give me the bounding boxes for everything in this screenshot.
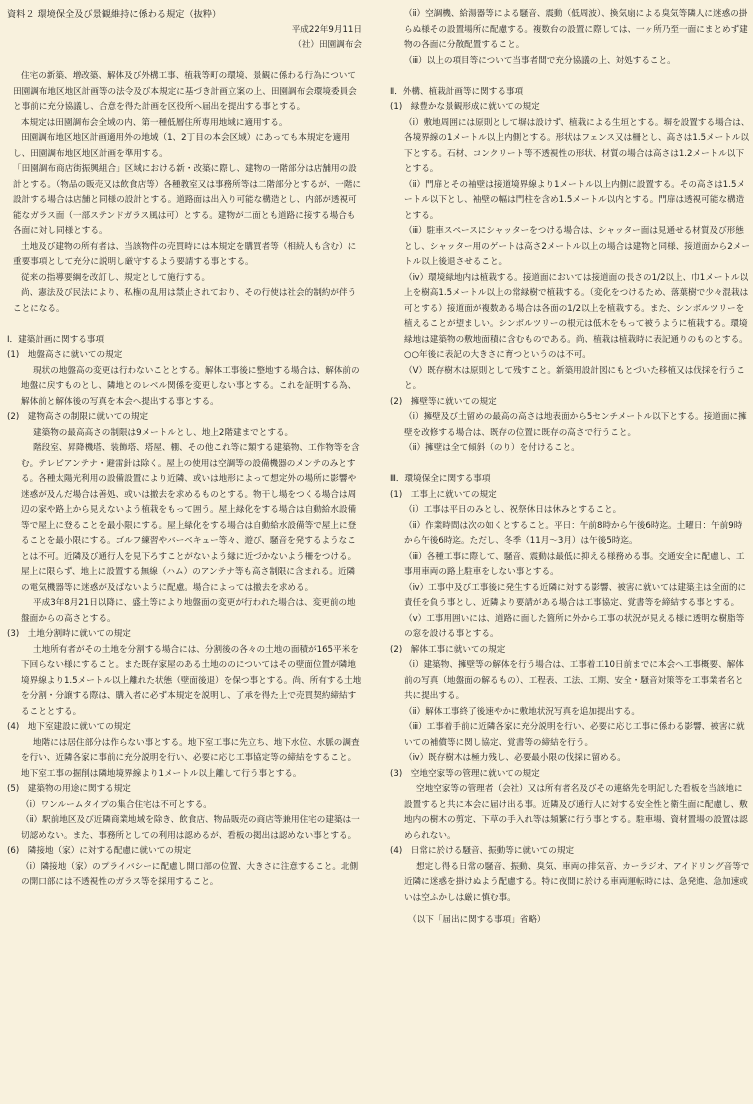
item-paragraph: 階段室、昇降機塔、装飾塔、塔屋、棚、その他これ等に類する建築物、工作物等を含む。テレビアンテナ・避雷針は除く。屋上の使用は空調等の設備機器のメンテのみとする。各種太陽光利用の設備設置により近隣、或いは地形によって想定外の場所に影響や迷惑が及んだ場合は善処、或いは撤去を求めるものとする。物干し場をつくる場合は周辺の家や路上から見えないよう植栽をもって囲う。屋上緑化をする場合は自動給水設備等で屋上に登ることを最小限にする。屋上緑化をする場合は自動給水設備等で屋上に登ることを最小限にする。ゴルフ練習やバーベキュー等々、遊び、騒音を発するようなことは不可。近隣及び通行人を見下ろすことがないよう縁に近づかないよう柵をつける。屋上に限らず、地上に設置する無線（ハム）のアンテナ等も高さ制限に含まれる。近隣の電気機器等に迷惑が及ばないように配慮。場合によっては撤去を求める。 (21, 443, 360, 593)
sub-item: （ⅳ）既存樹木は極力残し、必要最小限の伐採に留める。 (404, 753, 626, 763)
section-heading: Ⅱ．外構、植栽計画等に関する事項 (390, 86, 524, 97)
item-paragraph: 想定し得る日常の騒音、振動、臭気、車両の排気音、カーラジオ、アイドリング音等で近隣に迷惑を掛けぬよう配慮する。特に夜間に於ける車両運転時には、急発進、急加速或いは空ふかしは厳に慎む事。 (404, 861, 750, 903)
sub-item: （ⅳ）工事中及び工事後に発生する近隣に対する影響、被害に就いては建築主は全面的に責任を負う事とし、近隣より要請がある場合は工事協定、覚書等を締結する事とする。 (404, 582, 747, 608)
item-heading: (2) 擁壁等に就いての規定 (390, 396, 497, 407)
intro-paragraph: 尚、憲法及び民法により、私権の乱用は禁止されており、その行使は社会的制約が伴うことになる。 (13, 288, 357, 314)
item-heading: (1) 地盤高さに就いての規定 (7, 350, 123, 360)
intro-paragraph: 田園調布地区地区計画適用外の地域（1、2丁目の本会区域）にあっても本規定を適用し、田園調布地区地区計画を準用する。 (13, 133, 350, 159)
item-heading: (3) 土地分割時に就いての規定 (7, 629, 131, 639)
sub-item: （ⅱ）門扉とその袖壁は接道境界線より1メートル以上内側に設置する。その高さは1.5メートル以下とし、袖壁の幅は門柱を含め1.5メートル以内とする。門扉は透視可能な構造とする。 (404, 179, 746, 221)
sub-item: （ⅲ）駐車スペースにシャッターをつける場合は、シャッター面は見通せる材質及び形態とし、シャッター用のゲートは高さ2メートル以上の場合は建物と同様、接道面から2メートル以上後退させること。 (404, 226, 750, 267)
sub-item: （ⅱ）駅前地区及び近隣商業地域を除き、飲食店、物品販売の商店等兼用住宅の建築は一切認めない。また、事務所としての利用は認めるが、看板の掲出は認めない事とする。 (21, 815, 360, 841)
intro-paragraph: 土地及び建物の所有者は、当該物件の売買時には本規定を購買者等（相続人も含む）に重要事項として充分に説明し厳守するよう要請する事とする。 (13, 241, 357, 267)
item-paragraph: 建築物の最高高さの制限は9メートルとし、地上2階建までとする。 (33, 427, 294, 438)
item-heading: (2) 建物高さの制限に就いての規定 (7, 412, 149, 422)
sub-item: （ⅰ）建築物、擁壁等の解体を行う場合は、工事着工10日前までに本会へ工事概要、解体前の写真（地盤面の解るもの）、工程表、工法、工期、安全・騒音対策等を工事業者名と共に提出する。 (404, 660, 744, 701)
sub-item: （ⅲ）以上の項目等について当事者間で充分協議の上、対処すること。 (404, 55, 676, 66)
item-heading: (5) 建築物の用途に関する規定 (7, 784, 131, 794)
item-heading: (1) 緑豊かな景観形成に就いての規定 (390, 102, 540, 112)
item-paragraph: 土地所有者がその土地を分割する場合には、分割後の各々の土地の面積が165平米を下回らない様にすること。また既存家屋のある土地ののについてはその壁面位置が隣地境界線より1.5メートル以上離れた状態（壁面後退）を保つ事とする。尚、所有する土地を分割・分譲する際は、購入者に必ず本規定を説明し、了承を得た上で売買契約締結することとする。 (21, 644, 362, 717)
sub-item: （ⅰ）ワンルームタイプの集合住宅は不可とする。 (21, 799, 212, 810)
item-heading: (1) 工事上に就いての規定 (390, 489, 497, 500)
item-heading: (4) 日常に於ける騒音、振動等に就いての規定 (390, 846, 575, 856)
footer-note: （以下「届出に関する事項」省略） (408, 915, 546, 925)
document-date: 平成22年9月11日 (291, 24, 362, 35)
sub-item: （ⅲ）工事着手前に近隣各家に充分説明を行い、必要に応じ工事に係わる影響、被害に就いての補償等に関し協定、覚書等の締結を行う。 (404, 722, 745, 748)
sub-item: （ⅴ）工事用囲いには、道路に面した箇所に外から工事の状況が見える様に透明な樹脂等の窓を設ける事とする。 (404, 613, 745, 639)
sub-item: （ⅱ）擁壁は全て傾斜（のり）を付けること。 (404, 443, 580, 453)
sub-item: （ⅰ）工事は平日のみとし、祝祭休日は休みとすること。 (404, 505, 622, 515)
item-heading: (4) 地下室建設に就いての規定 (7, 722, 131, 732)
sub-item: （ⅰ）敷地周囲には原則として塀は設けず、植栽による生垣とする。塀を設置する場合は、各境界線の1メートル以上内側とする。形状はフェンス又は柵とし、高さは1.5メートル以下とする。石材、コンクリート等不透視性の形状、材質の場合は高さは1.2メートル以下とする。 (404, 117, 750, 174)
sub-item: （Ⅴ）既存樹木は原則として残すこと。新築用設計図にもとづいた移植又は伐採を行うこと。 (404, 365, 745, 391)
section-heading: Ⅲ．環境保全に関する事項 (390, 474, 491, 484)
section-heading: Ⅰ．建築計画に関する事項 (7, 334, 105, 345)
intro-paragraph: 従来の指導要綱を改訂し、規定として施行する。 (21, 272, 211, 283)
item-heading: (6) 隣接地（家）に対する配慮に就いての規定 (7, 846, 192, 856)
sub-item: （ⅳ）環境緑地内は植栽する。接道面においては接道面の長さの1/2以上、巾1メートル以上を樹高1.5メートル以上の常緑樹で植栽する。（変化をつけるため、落葉樹で少々混栽は可とする）接道面が複数ある場合は各面の1/2以上を植栽する。また、シンボルツリーを植えることが望ましい。シンボルツリーの根元は低木をもって被うように植栽する。環境緑地は建築物の敷地面積に含むものである。尚、植栽は植栽時に表記通りのものとする。○○年後に表記の大きさに育つというのは不可。 (404, 272, 749, 360)
sub-item: （ⅲ）各種工事に際して、騒音、震動は最低に抑える様務める事。交通安全に配慮し、工事用車両の路上駐車をしない事とする。 (404, 551, 745, 577)
right-column (390, 7, 750, 929)
sub-item: （ⅰ）擁壁及び土留めの最高の高さは地表面から5センチメートル以下とする。接道面に擁壁を改修する場合は、既存の位置に既存の高さで行うこと。 (404, 412, 747, 438)
sub-item: （ⅱ）解体工事終了後速やかに敷地状況写真を追加提出する。 (404, 706, 640, 717)
document-organization: （社）田園調布会 (293, 40, 362, 50)
intro-paragraph: 住宅の新築、増改築、解体及び外構工事、植栽等町の環境、景観に係わる行為について田園調布地区地区計画等の法令及び本規定に基づき計画立案の上、田園調布会環境委員会と事前に充分協議し、合意を得た計画を区役所へ届出を提出する事とする。 (13, 71, 357, 112)
item-paragraph: 空地空家等の管理者（会社）又は所有者名及びその連絡先を明記した看板を当該地に設置すると共に本会に届け出る事。近隣及び通行人に対する安全性と衛生面に配慮し、敷地内の樹木の剪定、下草の手入れ等は頻繁に行う事とする。駐車場、資材置場の設置は認められない。 (404, 784, 748, 841)
sub-item: （ⅱ）作業時間は次の如くとすること。平日：午前8時から午後6時迄。土曜日：午前9時から午後6時迄。ただし、冬季（11月～3月）は午後5時迄。 (404, 520, 743, 546)
left-column (7, 0, 362, 891)
item-paragraph: 現状の地盤高の変更は行わないこととする。解体工事後に整地する場合は、解体前の地盤に戻すものとし、隣地とのレベル関係を変更しない事とする。これを証明する為、解体前と解体後の写真を本会へ提出する事とする。 (21, 365, 360, 407)
sub-item: （ⅱ）空調機、給湯器等による騒音、震動（低周波）、換気扇による臭気等隣人に迷惑の掛らぬ様その設置場所に配慮する。複数台の設置に際しては、一ヶ所乃至一面にまとめず建物の各面に分散配置すること。 (404, 9, 748, 50)
item-heading: (2) 解体工事に就いての規定 (390, 644, 506, 655)
sub-item: （ⅰ）隣接地（家）のプライバシーに配慮し開口部の位置、大きさに注意すること。北側の開口部には不透視性のガラス等を採用すること。 (21, 861, 359, 887)
intro-paragraph: 本規定は田園調布会全域の内、第一種低層住所専用地域に適用する。 (21, 117, 288, 128)
item-paragraph: 地階には居住部分は作らない事とする。地下室工事に先立ち、地下水位、水脈の調査を行い、近隣各家に事前に充分説明を行い、必要に応じ工事協定等の締結をすること。地下室工事の掘削は隣地境界線より1メートル以上離して行う事とする。 (21, 737, 360, 779)
item-heading: (3) 空地空家等の管理に就いての規定 (390, 768, 540, 779)
document-title: 資料２ 環境保全及び景観維持に係わる規定（抜粋） (7, 9, 222, 20)
item-paragraph: 平成3年8月21日以降に、盛土等により地盤面の変更が行われた場合は、変更前の地盤面からの高さとする。 (21, 598, 356, 624)
intro-paragraph: 「田園調布商店街振興組合」区域における新・改築に際し、建物の一階部分は店舗用の設計とする。（物品の販売又は飲食店等）各種教室又は事務所等は二階部分とするが、一階に設計する場合は店舗と同様の設計とする。道路面は出入り可能な構造とし、内部が透視可能なガラス面（一部ステンドガラス風は可）とする。建物が二面とも道路に接する場合も各面に対し同様とする。 (13, 164, 362, 236)
